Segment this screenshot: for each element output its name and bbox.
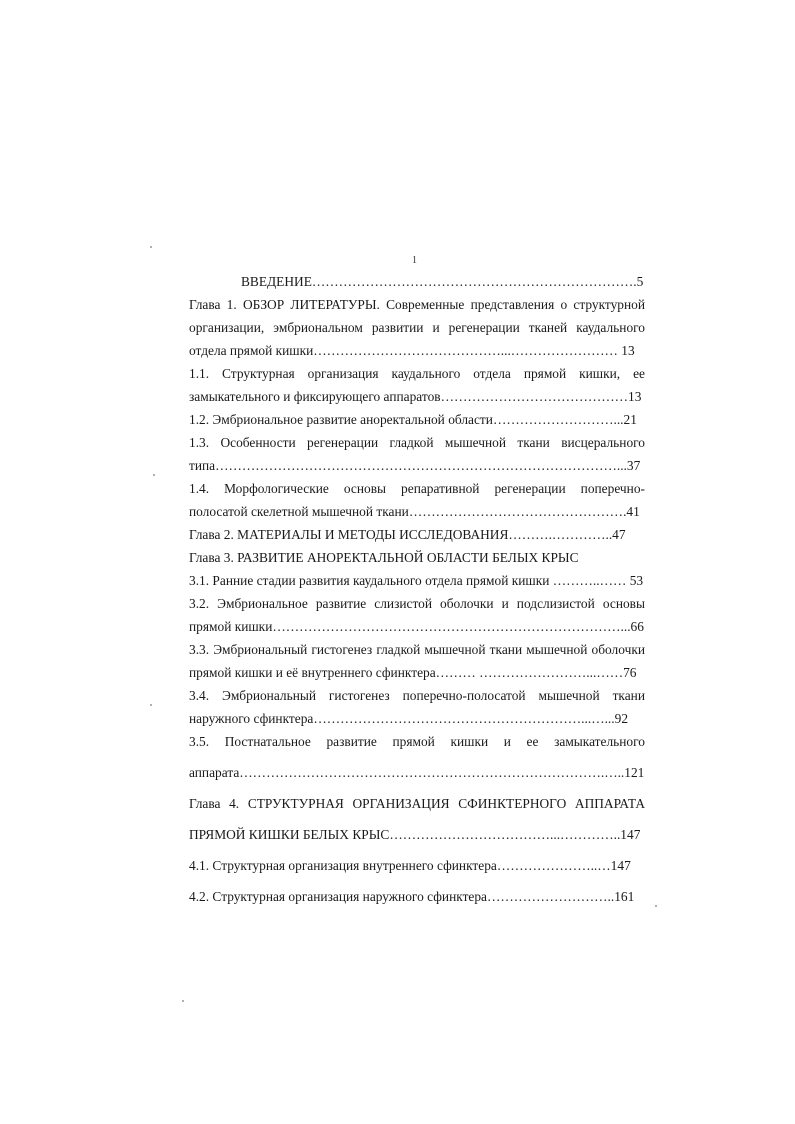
toc-section-3-5-line-2: аппарата……………………………………………………………………….…..121 <box>189 765 645 780</box>
toc-section-3-4-line-2: наружного сфинктера……………………………………………………...…...92 <box>189 711 629 726</box>
toc-chapter-4-line-1: Глава 4. СТРУКТУРНАЯ ОРГАНИЗАЦИЯ СФИНКТЕРНОГО АППАРАТА <box>189 796 645 811</box>
scan-speck <box>182 1000 184 1002</box>
toc-section-3-2-line-2: прямой кишки……………………………………………………………………...66 <box>189 619 644 634</box>
toc-section-3-5-line-1: 3.5. Постнатальное развитие прямой кишки и ее замыкательного <box>189 734 645 749</box>
table-of-contents <box>189 270 645 908</box>
spacer <box>189 846 645 854</box>
toc-chapter-1-line-3: отдела прямой кишки……………………………………...…………………… 13 <box>189 343 635 358</box>
toc-section-3-4-line-1: 3.4. Эмбриональный гистогенез поперечно-полосатой мышечной ткани <box>189 688 645 703</box>
toc-section-1-3-line-2: типа………………………………………………………………………………...37 <box>189 458 641 473</box>
toc-section-3-3-line-1: 3.3. Эмбриональный гистогенез гладкой мышечной ткани мышечной оболочки <box>189 642 645 657</box>
toc-section-1-1-line-1: 1.1. Структурная организация каудального отдела прямой кишки, ее <box>189 366 645 381</box>
toc-section-4-2: 4.2. Структурная организация наружного сфинктера………………………..161 <box>189 889 635 904</box>
toc-chapter-1-line-1: Глава 1. ОБЗОР ЛИТЕРАТУРЫ. Современные представления о структурной <box>189 297 645 312</box>
page-number: 1 <box>412 255 417 266</box>
toc-intro: ВВЕДЕНИЕ……………………………………………………………….5 <box>241 274 644 289</box>
toc-chapter-3: Глава 3. РАЗВИТИЕ АНОРЕКТАЛЬНОЙ ОБЛАСТИ БЕЛЫХ КРЫС <box>189 550 579 565</box>
toc-section-4-1: 4.1. Структурная организация внутреннего сфинктера…………………..…147 <box>189 858 631 873</box>
scan-speck <box>655 905 657 907</box>
spacer <box>189 784 645 792</box>
scan-speck <box>150 246 152 248</box>
spacer <box>189 815 645 823</box>
scan-speck <box>153 474 155 476</box>
toc-chapter-1-line-2: организации, эмбриональном развитии и регенерации тканей каудального <box>189 320 645 335</box>
toc-chapter-2: Глава 2. МАТЕРИАЛЫ И МЕТОДЫ ИССЛЕДОВАНИЯ……….…………..47 <box>189 527 626 542</box>
toc-section-3-1: 3.1. Ранние стадии развития каудального отдела прямой кишки ………..…… 53 <box>189 573 644 588</box>
toc-section-1-4-line-1: 1.4. Морфологические основы репаративной регенерации поперечно- <box>189 481 645 496</box>
toc-section-1-4-line-2: полосатой скелетной мышечной ткани………………………………………….41 <box>189 504 640 519</box>
toc-section-3-2-line-1: 3.2. Эмбриональное развитие слизистой оболочки и подслизистой основы <box>189 596 645 611</box>
toc-section-3-3-line-2: прямой кишки и её внутреннего сфинктера……… ……………………...……76 <box>189 665 637 680</box>
spacer <box>189 877 645 885</box>
toc-section-1-1-line-2: замыкательного и фиксирующего аппаратов……………………………………13 <box>189 389 642 404</box>
scan-speck <box>150 704 152 706</box>
toc-section-1-2: 1.2. Эмбриональное развитие аноректальной области………………………...21 <box>189 412 637 427</box>
toc-chapter-4-line-2: ПРЯМОЙ КИШКИ БЕЛЫХ КРЫС………………………………...…………..147 <box>189 827 641 842</box>
toc-section-1-3-line-1: 1.3. Особенности регенерации гладкой мышечной ткани висцерального <box>189 435 645 450</box>
spacer <box>189 753 645 761</box>
